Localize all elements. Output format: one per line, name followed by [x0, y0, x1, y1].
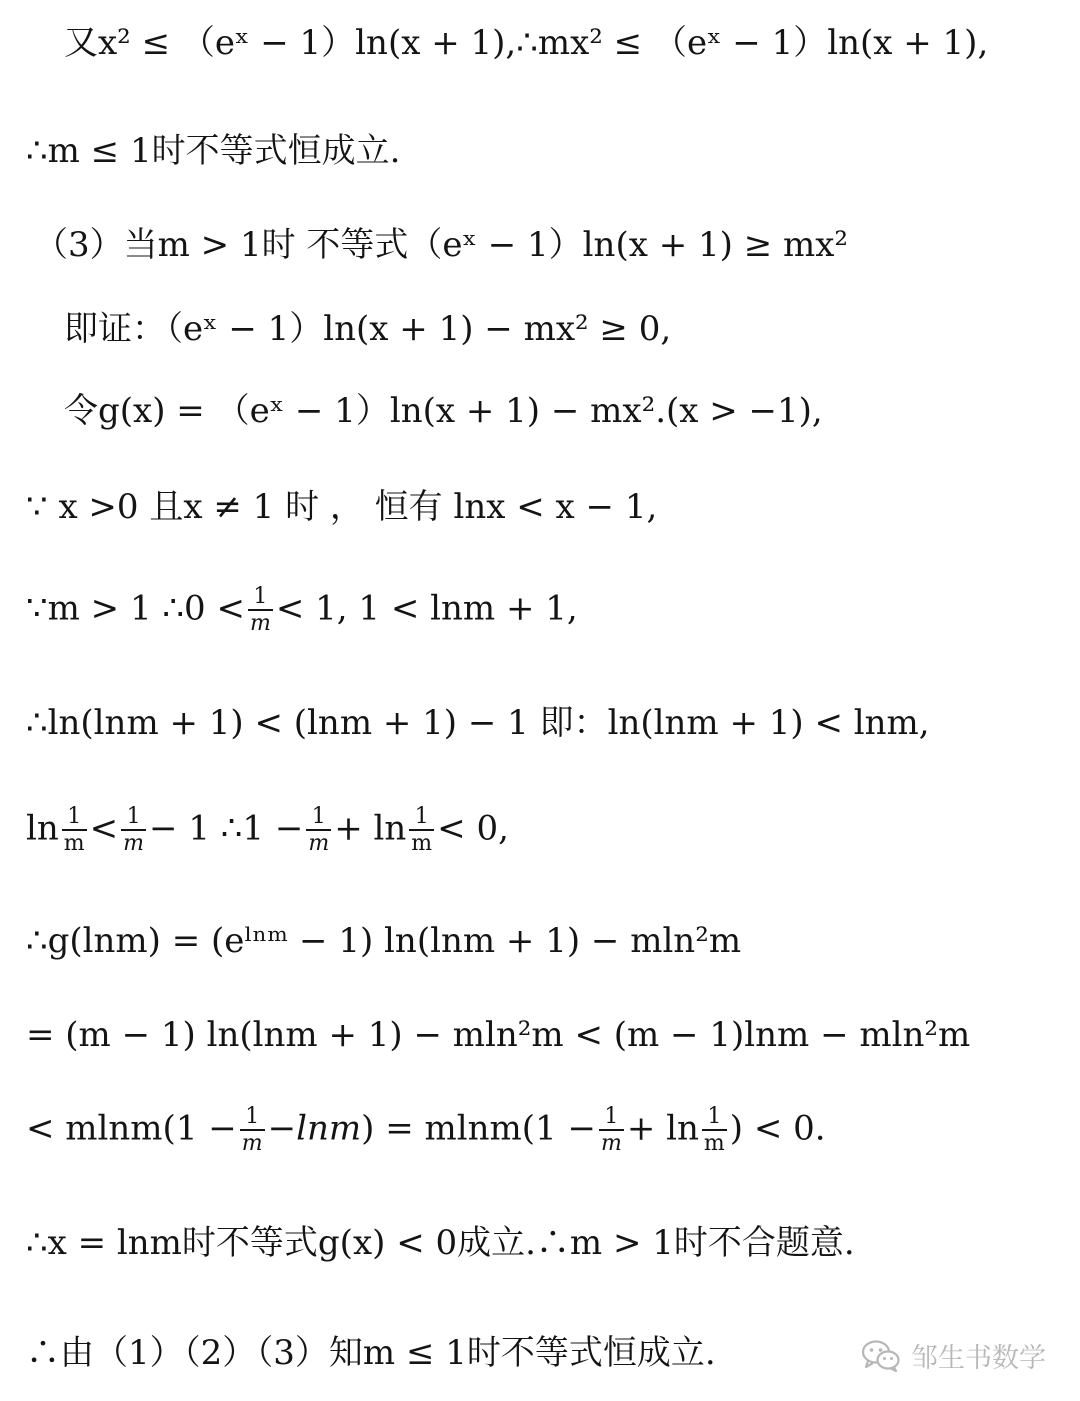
line-8: ∴ln(lnm + 1) < (lnm + 1) − 1 即：ln(lnm + 1) < lnm, — [26, 703, 930, 743]
line-7 — [26, 584, 578, 637]
fraction-1-over-m — [306, 804, 331, 857]
fraction-denominator: m — [123, 831, 145, 857]
watermark-text: 邹生书数学 — [911, 1343, 1046, 1374]
line-7-part-a: ∵m > 1 ∴0 < — [26, 588, 245, 629]
line-12-part-e: + ln — [626, 1108, 699, 1149]
fraction-numerator: 1 — [240, 1104, 265, 1131]
line-11: = (m − 1) ln(lnm + 1) − mln²m < (m − 1)lnm − mln²m — [26, 1015, 971, 1055]
fraction-1-over-m — [409, 804, 434, 857]
fraction-numerator: 1 — [306, 804, 331, 831]
line-12-part-f: ) < 0. — [729, 1108, 826, 1149]
fraction-numerator: 1 — [702, 1104, 727, 1131]
fraction-1-over-m — [240, 1104, 265, 1157]
fraction-denominator: m — [411, 831, 433, 857]
line-1: 又x² ≤ （eˣ − 1）ln(x + 1),∴mx² ≤ （eˣ − 1）ln(x + 1), — [64, 23, 989, 63]
line-9-part-e: < 0, — [437, 808, 509, 849]
line-5: 令g(x) = （eˣ − 1）ln(x + 1) − mx².(x > −1), — [64, 391, 823, 431]
fraction-numerator: 1 — [62, 804, 87, 831]
fraction-1-over-m — [62, 804, 87, 857]
fraction-numerator: 1 — [409, 804, 434, 831]
line-12-part-c: lnm — [296, 1108, 362, 1149]
line-4: 即证：（eˣ − 1）ln(x + 1) − mx² ≥ 0, — [64, 309, 672, 349]
line-2: ∴m ≤ 1时不等式恒成立. — [26, 131, 401, 171]
line-9-part-a: ln — [26, 808, 59, 849]
fraction-1-over-m — [248, 584, 273, 637]
fraction-numerator: 1 — [599, 1104, 624, 1131]
line-6: ∵ x >0 且x ≠ 1 时 ， 恒有 lnx < x − 1, — [26, 487, 658, 527]
line-9-part-c: − 1 ∴1 − — [149, 808, 304, 849]
fraction-denominator: m — [241, 1131, 263, 1157]
line-9-part-b: < — [89, 808, 119, 849]
fraction-denominator: m — [63, 831, 85, 857]
line-10: ∴g(lnm) = (eˡⁿᵐ − 1) ln(lnm + 1) − mln²m — [26, 921, 742, 961]
fraction-denominator: m — [249, 611, 271, 637]
line-14: ∴由（1）（2）（3）知m ≤ 1时不等式恒成立. — [26, 1333, 716, 1373]
fraction-numerator: 1 — [248, 584, 273, 611]
line-12 — [26, 1104, 826, 1157]
fraction-numerator: 1 — [121, 804, 146, 831]
fraction-1-over-m — [599, 1104, 624, 1157]
line-9-part-d: + ln — [334, 808, 407, 849]
line-12-part-a: < mlnm(1 − — [26, 1108, 237, 1149]
fraction-1-over-m — [702, 1104, 727, 1157]
fraction-denominator: m — [308, 831, 330, 857]
line-13: ∴x = lnm时不等式g(x) < 0成立.∴m > 1时不合题意. — [26, 1223, 855, 1263]
line-7-part-b: < 1, 1 < lnm + 1, — [275, 588, 578, 629]
wechat-icon — [861, 1339, 901, 1373]
fraction-denominator: m — [703, 1131, 725, 1157]
line-3: （3）当m > 1时 不等式（eˣ − 1）ln(x + 1) ≥ mx² — [34, 225, 849, 265]
watermark — [861, 1336, 1046, 1375]
line-9 — [26, 804, 509, 857]
line-12-part-b: − — [267, 1108, 297, 1149]
line-12-part-d: ) = mlnm(1 − — [361, 1108, 596, 1149]
fraction-1-over-m — [121, 804, 146, 857]
fraction-denominator: m — [600, 1131, 622, 1157]
